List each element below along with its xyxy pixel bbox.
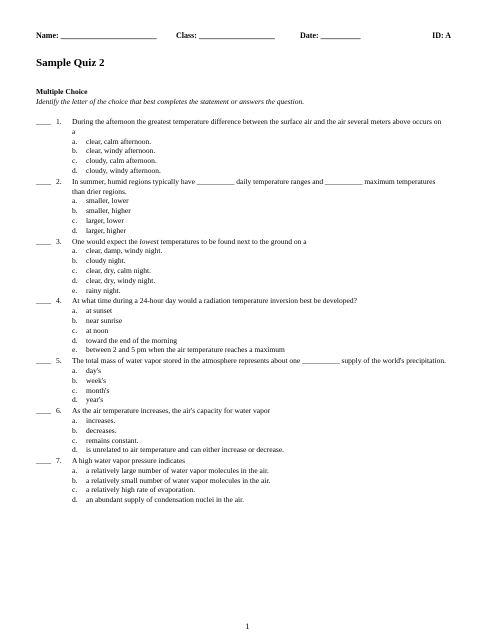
date-field: Date: __________ [300, 31, 361, 40]
answer-option [72, 216, 446, 226]
option-letter: a. [72, 196, 78, 206]
page-number: 1 [245, 622, 250, 631]
answer-option [72, 166, 446, 176]
option-text: clear, calm afternoon. [86, 136, 152, 146]
option-letter: c. [72, 156, 78, 166]
option-text: day's [86, 365, 102, 375]
option-text: an abundant supply of condensation nuclei in the air. [86, 495, 245, 505]
option-letter: a. [72, 246, 78, 256]
question-item [36, 356, 446, 405]
option-text: a relatively large number of water vapor molecules in the air. [86, 465, 269, 475]
answer-option [72, 395, 446, 405]
option-letter: d. [72, 335, 78, 345]
name-field: Name: ________________________ [36, 31, 157, 40]
option-text: a relatively high rate of evaporation. [86, 485, 196, 495]
option-text: clear, dry, calm night. [86, 265, 152, 275]
answer-option [72, 137, 446, 147]
answer-option [72, 445, 446, 455]
question-item [36, 456, 446, 505]
stem-text: At what time during a 24-hour day would a radiation temperature inversion best be developed? [72, 296, 357, 306]
section-instructions: Identify the letter of the choice that best completes the statement or answers the question. [36, 97, 305, 106]
question-item [36, 296, 446, 355]
answer-blank: ____ [36, 117, 51, 126]
option-letter: c. [72, 435, 78, 445]
answer-option [72, 336, 446, 346]
answer-option [72, 246, 446, 256]
option-letter: b. [72, 256, 78, 266]
option-letter: c. [72, 385, 78, 395]
page-title: Sample Quiz 2 [36, 57, 105, 69]
question-stem [72, 177, 446, 197]
question-number: 5. [56, 356, 62, 366]
answer-option [72, 286, 446, 296]
stem-text: A high water vapor pressure indicates [72, 456, 186, 466]
question-stem [72, 456, 446, 466]
option-letter: a. [72, 306, 78, 316]
question-number: 3. [56, 236, 62, 246]
option-text: clear, damp, windy night. [86, 246, 163, 256]
answer-option [72, 345, 446, 355]
answer-option [72, 386, 446, 396]
stem-text: In summer, humid regions typically have __________ daily temperature ranges and __________ maximum temperatures than drier regions. [72, 176, 436, 196]
option-text: larger, higher [86, 225, 126, 235]
answer-option [72, 485, 446, 495]
option-text: clear, windy afternoon. [86, 146, 156, 156]
option-letter: b. [72, 315, 78, 325]
question-list [36, 117, 446, 506]
answer-blank: ____ [36, 296, 51, 306]
id-label: ID: A [432, 31, 451, 40]
option-letter: a. [72, 465, 78, 475]
question-item [36, 117, 446, 176]
option-text: smaller, higher [86, 206, 131, 216]
answer-option [72, 326, 446, 336]
answer-option [72, 416, 446, 426]
answer-option [72, 306, 446, 316]
emphasis-text: lowest [139, 236, 159, 246]
stem-text: One would expect the [72, 236, 140, 246]
option-text: smaller, lower [86, 196, 129, 206]
option-text: clear, dry, windy night. [86, 275, 156, 285]
option-letter: d. [72, 275, 78, 285]
option-text: is unrelated to air temperature and can either increase or decrease. [86, 445, 285, 455]
answer-option [72, 146, 446, 156]
option-text: year's [86, 395, 104, 405]
option-letter: b. [72, 475, 78, 485]
question-number: 2. [56, 176, 62, 186]
option-letter: d. [72, 495, 78, 505]
option-text: increases. [86, 415, 116, 425]
option-letter: c. [72, 265, 78, 275]
option-letter: d. [72, 225, 78, 235]
answer-option [72, 426, 446, 436]
option-letter: e. [72, 285, 78, 295]
stem-text: temperatures to be found next to the ground on a [158, 236, 307, 246]
stem-text: During the afternoon the greatest temperature difference between the surface air and the air several meters above occurs on a [72, 117, 442, 136]
option-letter: b. [72, 375, 78, 385]
option-text: month's [86, 385, 110, 395]
option-text: remains constant. [86, 435, 139, 445]
option-text: cloudy, calm afternoon. [86, 156, 157, 166]
answer-option [72, 366, 446, 376]
answer-option [72, 266, 446, 276]
option-letter: c. [72, 485, 78, 495]
answer-option [72, 376, 446, 386]
answer-option [72, 196, 446, 206]
answer-option [72, 495, 446, 505]
option-text: at sunset [86, 306, 113, 316]
answer-option [72, 206, 446, 216]
option-letter: d. [72, 165, 78, 175]
question-item [36, 177, 446, 236]
question-stem [72, 356, 446, 366]
answer-blank: ____ [36, 176, 51, 186]
option-letter: a. [72, 365, 78, 375]
section-heading: Multiple Choice [36, 87, 88, 96]
question-stem [72, 406, 446, 416]
option-text: cloudy, windy afternoon. [86, 165, 161, 175]
option-letter: c. [72, 215, 78, 225]
option-letter: a. [72, 415, 78, 425]
answer-option [72, 436, 446, 446]
question-number: 1. [56, 117, 62, 126]
answer-blank: ____ [36, 456, 51, 466]
question-stem [72, 296, 446, 306]
question-number: 6. [56, 406, 62, 416]
option-letter: c. [72, 325, 78, 335]
answer-option [72, 466, 446, 476]
option-text: rainy night. [86, 285, 121, 295]
class-field: Class: ___________________ [176, 31, 275, 40]
option-letter: e. [72, 345, 78, 355]
answer-option [72, 156, 446, 166]
answer-option [72, 316, 446, 326]
option-text: decreases. [86, 425, 117, 435]
option-text: near sunrise [86, 315, 123, 325]
question-number: 4. [56, 296, 62, 306]
option-text: larger, lower [86, 215, 124, 225]
question-stem [72, 237, 446, 247]
option-text: a relatively small number of water vapor molecules in the air. [86, 475, 271, 485]
option-letter: d. [72, 395, 78, 405]
answer-blank: ____ [36, 356, 51, 366]
option-letter: d. [72, 445, 78, 455]
stem-text: As the air temperature increases, the air's capacity for water vapor [72, 406, 271, 416]
answer-option [72, 476, 446, 486]
option-text: cloudy night. [86, 256, 126, 266]
option-text: at noon [86, 325, 109, 335]
question-number: 7. [56, 456, 62, 466]
option-text: week's [86, 375, 107, 385]
question-item [36, 406, 446, 455]
question-item [36, 237, 446, 296]
answer-option [72, 226, 446, 236]
option-letter: b. [72, 206, 78, 216]
option-text: toward the end of the morning [86, 335, 178, 345]
option-letter: a. [72, 136, 78, 146]
answer-option [72, 256, 446, 266]
question-stem [72, 117, 446, 137]
option-text: between 2 and 5 pm when the air temperature reaches a maximum [86, 345, 285, 355]
option-letter: b. [72, 425, 78, 435]
stem-text: The total mass of water vapor stored in the atmosphere represents about one __________ supply of the world's precipitation. [72, 356, 446, 366]
option-letter: b. [72, 146, 78, 156]
answer-blank: ____ [36, 406, 51, 416]
answer-blank: ____ [36, 236, 51, 246]
answer-option [72, 276, 446, 286]
